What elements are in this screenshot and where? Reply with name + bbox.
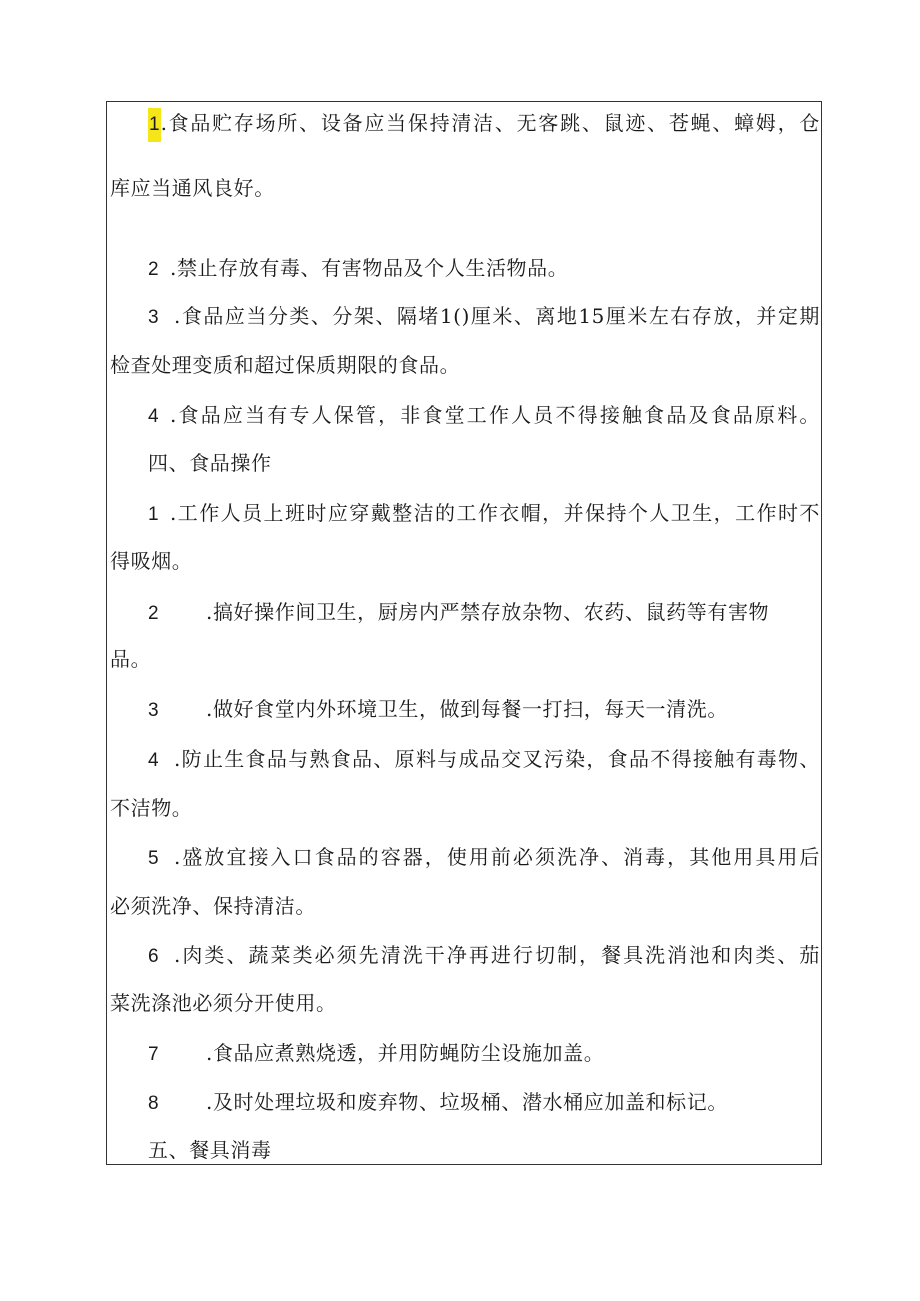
- text-line: [148, 251, 820, 285]
- line-text: 检查处理变质和超过保质期限的食品。: [110, 353, 461, 377]
- item-number: 2: [148, 259, 159, 280]
- text-line: [148, 595, 820, 629]
- text-line: [110, 889, 818, 923]
- text-line: [110, 642, 818, 676]
- line-text: .做好食堂内外环境卫生，做到每餐一打扫，每天一清洗。: [206, 697, 728, 721]
- text-line: [148, 1085, 820, 1119]
- line-text: 品。: [110, 647, 152, 671]
- item-number-highlighted: 1: [148, 108, 161, 142]
- text-line: [148, 299, 820, 333]
- text-line: [110, 544, 818, 578]
- heading-text: 五、餐具消毒: [148, 1138, 272, 1162]
- text-line: [148, 840, 820, 874]
- section-heading: [148, 446, 820, 480]
- line-text: .防止生食品与熟食品、原料与成品交叉污染，食品不得接触有毒物、: [174, 747, 820, 771]
- text-line: [110, 348, 818, 382]
- item-number: 7: [148, 1044, 159, 1065]
- text-line: [148, 1036, 820, 1070]
- text-line: [148, 398, 820, 432]
- line-text: .食品应煮熟烧透，并用防蝇防尘设施加盖。: [206, 1041, 605, 1065]
- item-number: 5: [148, 848, 159, 869]
- item-number: 8: [148, 1093, 159, 1114]
- text-line: [148, 106, 820, 140]
- line-text: .及时处理垃圾和废弃物、垃圾桶、潜水桶应加盖和标记。: [206, 1090, 728, 1114]
- item-number: 1: [148, 504, 159, 525]
- line-text: 菜洗涤池必须分开使用。: [110, 991, 337, 1015]
- line-text: .盛放宜接入口食品的容器，使用前必须洗净、消毒，其他用具用后: [174, 845, 820, 869]
- section-heading: [148, 1133, 820, 1167]
- line-text: .工作人员上班时应穿戴整洁的工作衣帽，并保持个人卫生，工作时不: [170, 501, 820, 525]
- line-text: 库应当通风良好。: [110, 176, 275, 200]
- item-number: 3: [148, 700, 159, 721]
- text-line: [110, 791, 818, 825]
- text-line: [148, 692, 820, 726]
- item-number: 4: [148, 406, 159, 427]
- text-line: [148, 742, 820, 776]
- line-text: .禁止存放有毒、有害物品及个人生活物品。: [170, 256, 569, 280]
- line-text: 必须洗净、保持清洁。: [110, 894, 316, 918]
- text-line: [148, 496, 820, 530]
- text-line: [148, 938, 820, 972]
- text-line: [110, 986, 818, 1020]
- line-text: .食品应当分类、分架、隔堵1()厘米、离地15厘米左右存放，并定期: [174, 304, 820, 328]
- line-text: 得吸烟。: [110, 549, 193, 573]
- line-text: .食品贮存场所、设备应当保持清洁、无客跳、鼠迹、苍蝇、蟑姆，仓: [160, 111, 820, 135]
- item-number: 3: [148, 307, 159, 328]
- line-text: .食品应当有专人保管，非食堂工作人员不得接触食品及食品原料。: [170, 403, 820, 427]
- text-line: [110, 171, 818, 205]
- item-number: 4: [148, 750, 159, 771]
- item-number: 2: [148, 603, 159, 624]
- item-number: 6: [148, 946, 159, 967]
- heading-text: 四、食品操作: [148, 451, 272, 475]
- line-text: 不洁物。: [110, 796, 193, 820]
- line-text: .搞好操作间卫生，厨房内严禁存放杂物、农药、鼠药等有害物: [206, 600, 770, 624]
- line-text: .肉类、蔬菜类必须先清洗干净再进行切制，餐具洗消池和肉类、茄: [174, 943, 820, 967]
